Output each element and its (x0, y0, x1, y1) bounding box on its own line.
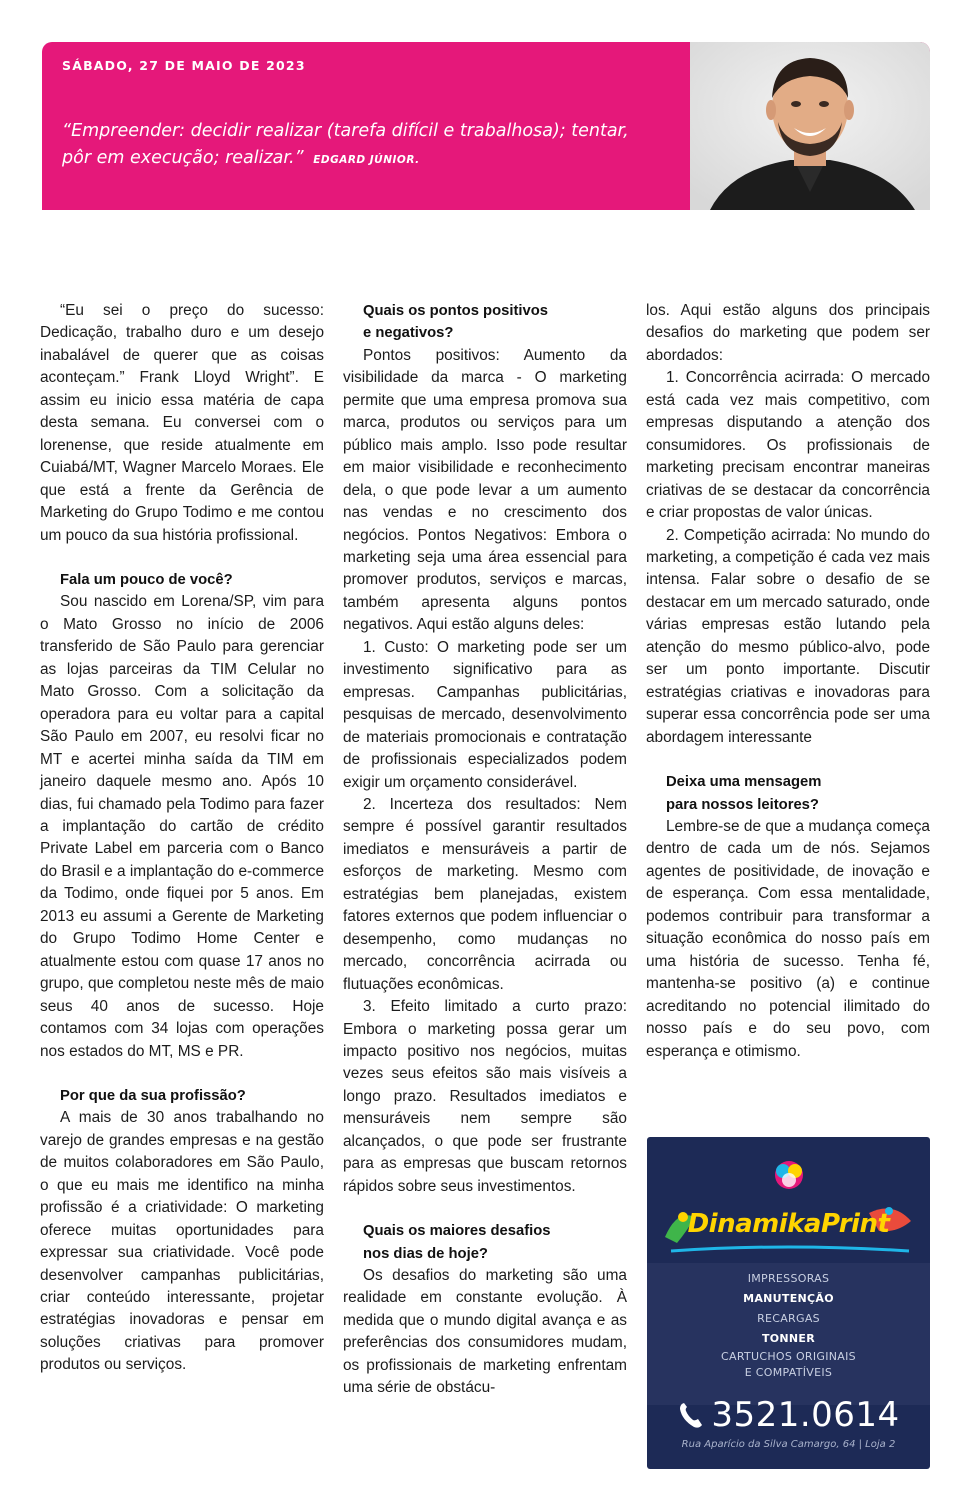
banner-quote (62, 118, 662, 174)
question-heading-5-line-2: para nossos leitores? (666, 796, 819, 813)
advertisement-dinamikaprint[interactable] (647, 1137, 930, 1469)
answer-5: Lembre-se de que a mudança começa dentro de cada um de nós. Sejamos agentes de positividade, de inovação e de esperança. Com essa mentalidade, podemos contribuir para transformar a situação econômica do nosso país em uma história de sucesso. Tenha fé, mantenha-se positivo (a) e continue acreditando no potencial ilimitado do nosso país e do seu povo, com esperança e otimismo. (646, 817, 930, 1060)
answer-3-item-1: 1. Custo: O marketing pode ser um investimento significativo para as empresas. Campanhas publicitárias, pesquisas de mercado, desenvolvimento de materiais promocionais e contratação de profissionais especializados podem exigir um orçamento considerável. (343, 638, 627, 791)
question-heading-4 (343, 1220, 627, 1265)
question-heading-4-line-1: Quais os maiores desafios (363, 1223, 551, 1240)
question-heading-3 (343, 300, 627, 345)
question-heading-4-line-2: nos dias de hoje? (363, 1245, 488, 1262)
ad-service-toner: TONNER (761, 1332, 816, 1345)
ad-service-maintenance: MANUTENÇÃO (743, 1292, 834, 1305)
question-heading-3-line-1: Quais os pontos positivos (363, 303, 548, 319)
question-heading-3-line-2: e negativos? (363, 325, 454, 342)
ad-phone-text: 3521.0614 (711, 1395, 900, 1435)
ad-logo-graphic (647, 1147, 930, 1259)
answer-3-item-3: 3. Efeito limitado a curto prazo: Embora o marketing possa gerar um impacto positivo nos negócios, muitas vezes seus efeitos são mais visíveis a longo prazo. Resultados imediatos e mensuráveis nem sempre são alcançados, o que pode ser frustrante para as empresas que buscam retornos rápidos sobre seus investimentos. (343, 998, 627, 1195)
ad-address: Rua Aparício da Silva Camargo, 64 | Loja 2 (681, 1439, 896, 1450)
header-banner (42, 42, 930, 210)
answer-4: Os desafios do marketing são uma realidade em constante evolução. À medida que o mundo digital avança e as preferências dos consumidores mudam, os profissionais de marketing enfrentam uma série de obstácu- (343, 1267, 627, 1397)
ad-service-refills: RECARGAS (757, 1312, 820, 1325)
issue-date: SÁBADO, 27 DE MAIO DE 2023 (62, 58, 306, 73)
answer-4-item-2: 2. Competição acirrada: No mundo do marketing, a competição é cada vez mais intensa. Falar sobre o desafio de se destacar em um mercado saturado, onde várias empresas estão lutando pela atenção do mesmo público-alvo, pode ser um ponto importante. Discutir estratégias criativas e inovadoras para superar essa concorrência pode ser uma abordagem interessante (646, 526, 930, 746)
answer-4-item-1: 1. Concorrência acirrada: O mercado está cada vez mais competitivo, com empresas disputando a atenção dos consumidores. Os profissionais de marketing precisam encontrar maneiras criativas de se destacar da concorrência e criar propostas de valor únicas. (646, 369, 930, 522)
article-column-1 (40, 300, 324, 1377)
question-heading-1: Fala um pouco de você? (60, 571, 233, 588)
quote-line-1: “Empreender: decidir realizar (tarefa difícil e trabalhosa); tentar, (62, 121, 629, 141)
question-heading-5 (646, 771, 930, 816)
answer-2: A mais de 30 anos trabalhando no varejo de grandes empresas e na gestão de muitos colaboradores em São Paulo, o que eu mais me identifico na minha profissão é a criatividade: O marketing oferece muitas oportunidades para expressar sua criatividade. Você pode desenvolver campanhas publicitárias, criar conteúdo interessante, projetar estratégias inovadoras e pensar em soluções criativas para promover produtos ou serviços. (40, 1109, 324, 1374)
portrait-image (690, 42, 930, 210)
ad-service-cartridges: CARTUCHOS ORIGINAIS (721, 1350, 856, 1363)
columnist-portrait (690, 42, 930, 210)
ad-brand-name: DinamikaPrint (687, 1209, 890, 1239)
ad-services-list (647, 1263, 930, 1405)
article-intro: “Eu sei o preço do sucesso: Dedicação, trabalho duro e um desejo inabalável de querer que as coisas aconteçam.” Frank Lloyd Wright”. E assim eu inicio essa matéria de capa desta semana. Eu conversei com o lorenense, que reside atualmente em Cuiabá/MT, Wagner Marcelo Moraes. Ele que está a frente da Gerência de Marketing do Grupo Todimo e me contou um pouco da sua história profissional. (40, 302, 324, 544)
article-column-2 (343, 300, 627, 1400)
ad-phone-number[interactable] (647, 1395, 930, 1435)
answer-1: Sou nascido em Lorena/SP, vim para o Mato Grosso no início de 2006 transferido de São Paulo para gerenciar as lojas parceiras da TIM Celular no Mato Grosso. Com a solicitação da operadora para eu voltar para a capital São Paulo em 2007, eu resolvi ficar no MT e acertei minha saída da TIM em janeiro daquele mesmo ano. Após 10 dias, fui chamado pela Todimo para fazer a implantação do cartão de crédito Private Label em parceria com o Banco do Brasil e a implantação do e-commerce da Todimo, onde fiquei por 5 anos. Em 2013 eu assumi a Gerente de Marketing do Grupo Todimo Home Center e atualmente estou com quase 17 anos no grupo, que completou neste mês de maio seus 40 anos de sucesso. Hoje contamos com 34 lojas com operações nos estados do MT, MS e PR. (40, 593, 325, 1060)
printer-logo-icon (647, 1147, 930, 1259)
question-heading-5-line-1: Deixa uma mensagem (666, 774, 822, 791)
article-column-3 (646, 300, 930, 1063)
question-heading-2: Por que da sua profissão? (60, 1087, 246, 1104)
ad-service-printers: IMPRESSORAS (747, 1272, 830, 1285)
quote-line-2: pôr em execução; realizar.” (62, 148, 304, 168)
quote-author: EDGARD JÚNIOR. (313, 154, 420, 166)
answer-3: Pontos positivos: Aumento da visibilidade da marca - O marketing permite que uma empresa promova sua marca, produtos ou serviços para um público mais amplo. Isso pode resultar em maior visibilidade e reconhecimento dela, o que pode levar a um aumento nas vendas e no crescimento dos negócios. Pontos Negativos: Embora o marketing seja uma área essencial para promover produtos, serviços e marcas, também apresenta alguns pontos negativos. Aqui estão alguns deles: (343, 346, 627, 634)
phone-icon (677, 1400, 705, 1430)
answer-4-continued: los. Aqui estão alguns dos principais desafios do marketing que podem ser abordados: (646, 302, 930, 364)
answer-3-item-2: 2. Incerteza dos resultados: Nem sempre é possível garantir resultados imediatos e mensuráveis a partir de esforços de marketing. Mesmo com estratégias bem planejadas, existem fatores externos que podem influenciar o desempenho, como mudanças no mercado, concorrência acirrada ou flutuações econômicas. (343, 795, 627, 993)
ad-service-compatible: E COMPATÍVEIS (744, 1366, 833, 1379)
